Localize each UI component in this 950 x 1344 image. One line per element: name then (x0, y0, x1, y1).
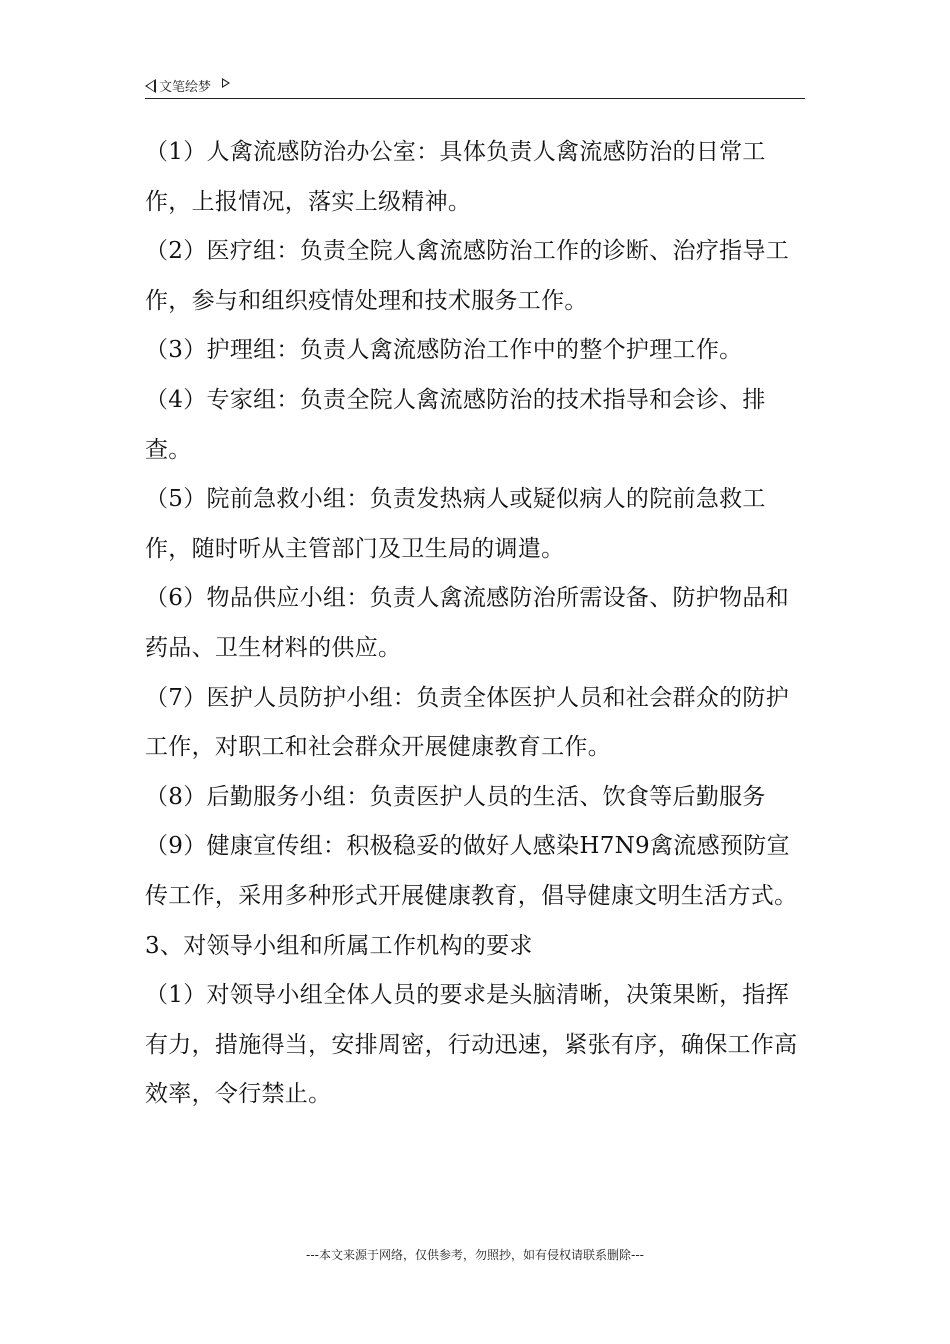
page-header (145, 74, 805, 99)
paragraph-4: （4）专家组：负责全院人禽流感防治的技术指导和会诊、排查。 (145, 386, 766, 463)
triangle-right-icon (222, 78, 230, 88)
paragraph-5: （5）院前急救小组：负责发热病人或疑似病人的院前急救工作，随时听从主管部门及卫生局的调遣。 (145, 486, 766, 562)
paragraph-9: （9）健康宣传组：积极稳妥的做好人感染H7N9禽流感预防宣传工作，采用多种形式开展健康教育，倡导健康文明生活方式。 (145, 833, 798, 909)
paragraph-2: （2）医疗组：负责全院人禽流感防治工作的诊断、治疗指导工作，参与和组织疫情处理和技术服务工作。 (145, 238, 790, 314)
paragraph-6: （6）物品供应小组：负责人禽流感防治所需设备、防护物品和药品、卫生材料的供应。 (145, 585, 790, 661)
header-brand-text: 文笔绘梦 (159, 80, 212, 95)
paragraph-1: （1）人禽流感防治办公室：具体负责人禽流感防治的日常工作，上报情况，落实上级精神。 (145, 139, 766, 215)
paragraph-10: （1）对领导小组全体人员的要求是头脑清晰，决策果断，指挥有力，措施得当，安排周密，行动迅速，紧张有序，确保工作高效率，令行禁止。 (145, 982, 798, 1108)
paragraph-3: （3）护理组：负责人禽流感防治工作中的整个护理工作。 (145, 337, 743, 364)
section-heading: 3、对领导小组和所属工作机构的要求 (145, 932, 533, 959)
header-brand (145, 76, 230, 95)
document-body (145, 128, 810, 1120)
paragraph-7: （7）医护人员防护小组：负责全体医护人员和社会群众的防护工作，对职工和社会群众开展健康教育工作。 (145, 684, 790, 761)
paragraph-8: （8）后勤服务小组：负责医护人员的生活、饮食等后勤服务 (145, 783, 766, 810)
triangle-left-icon (145, 79, 156, 93)
footer-notice: ---本文来源于网络，仅供参考，勿照抄，如有侵权请联系删除--- (306, 1248, 644, 1262)
